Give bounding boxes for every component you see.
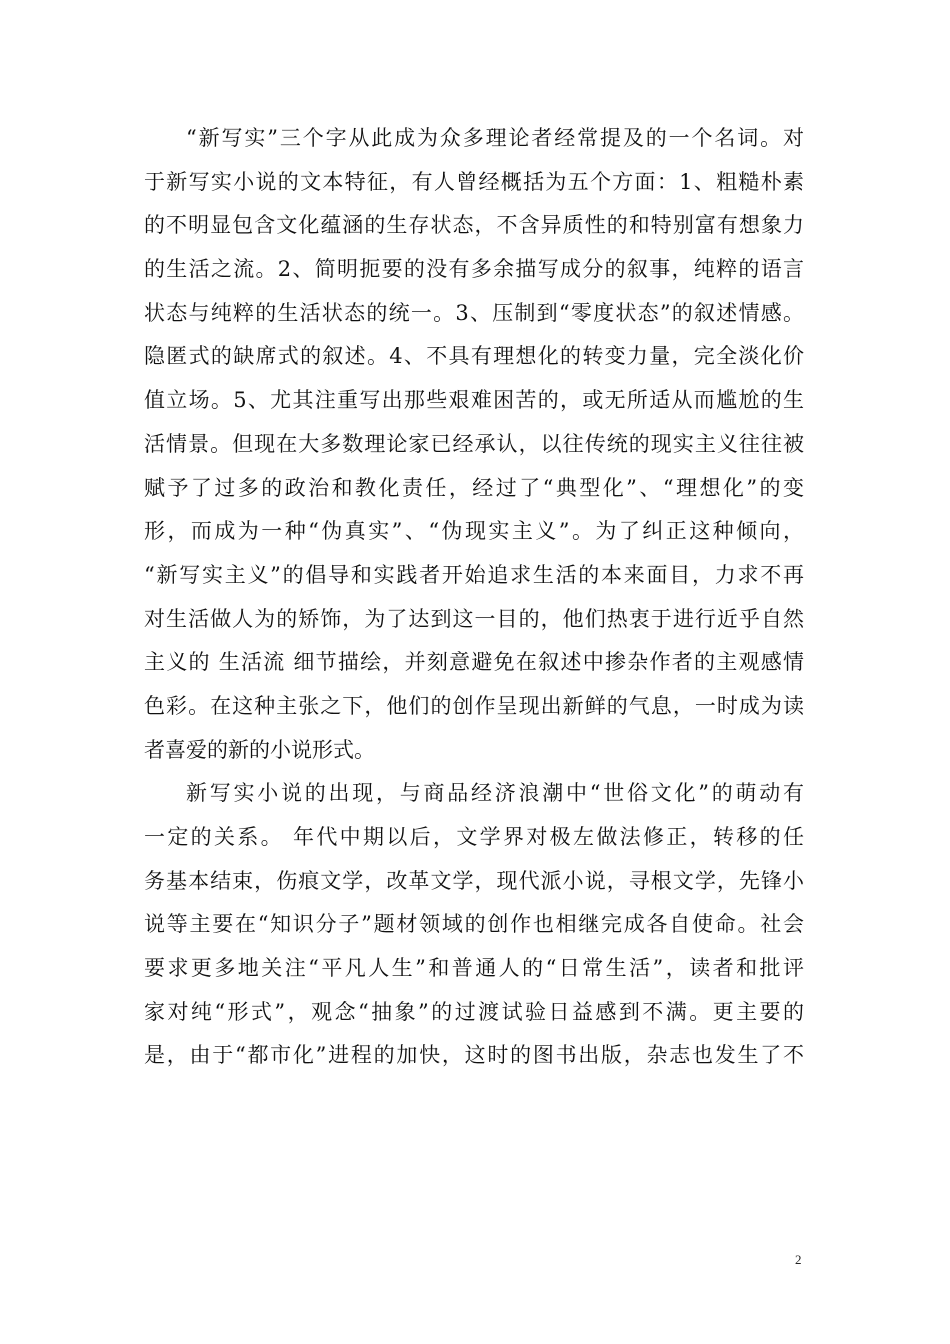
paragraph-2 — [144, 772, 804, 1078]
paragraph-line: 状态与纯粹的生活状态的统一。3、压制到“零度状态”的叙述情感。 — [144, 300, 804, 325]
paragraph-line: 的生活之流。2、简明扼要的没有多余描写成分的叙事，纯粹的语言 — [144, 257, 804, 282]
body-text — [144, 117, 804, 1078]
paragraph-line: “新写实”三个字从此成为众多理论者经常提及的一个名词。对 — [186, 126, 804, 150]
paragraph-line: 要求更多地关注“平凡人生”和普通人的“日常生活”，读者和批评 — [144, 956, 804, 981]
paragraph-line: 务基本结束，伤痕文学，改革文学，现代派小说，寻根文学，先锋小 — [144, 868, 804, 893]
paragraph-line: 赋予了过多的政治和教化责任，经过了“典型化”、“理想化”的变 — [144, 475, 804, 500]
paragraph-line: 说等主要在“知识分子”题材领域的创作也相继完成各自使命。社会 — [144, 912, 804, 937]
paragraph-line: 于新写实小说的文本特征，有人曾经概括为五个方面：1、粗糙朴素 — [144, 169, 804, 194]
paragraph-line: 新写实小说的出现，与商品经济浪潮中“世俗文化”的萌动有 — [186, 781, 804, 806]
paragraph-line: 是，由于“都市化”进程的加快，这时的图书出版，杂志也发生了不 — [144, 1043, 804, 1068]
page-number: 2 — [795, 1252, 802, 1267]
paragraph-line: “新写实主义”的倡导和实践者开始追求生活的本来面目，力求不再 — [144, 562, 804, 587]
paragraph-line: 家对纯“形式”，观念“抽象”的过渡试验日益感到不满。更主要的 — [144, 999, 804, 1024]
paragraph-1 — [144, 117, 804, 772]
paragraph-line: 形，而成为一种“伪真实”、“伪现实主义”。为了纠正这种倾向， — [144, 519, 804, 544]
paragraph-line: 主义的 生活流 细节描绘，并刻意避免在叙述中掺杂作者的主观感情 — [144, 650, 804, 675]
paragraph-line: 值立场。5、尤其注重写出那些艰难困苦的，或无所适从而尴尬的生 — [144, 388, 804, 413]
paragraph-line: 色彩。在这种主张之下，他们的创作呈现出新鲜的气息，一时成为读 — [144, 693, 804, 718]
paragraph-line: 者喜爱的新的小说形式。 — [144, 737, 375, 762]
paragraph-line: 对生活做人为的矫饰，为了达到这一目的，他们热衷于进行近乎自然 — [144, 606, 804, 631]
paragraph-line: 活情景。但现在大多数理论家已经承认，以往传统的现实主义往往被 — [144, 431, 804, 456]
paragraph-line: 的不明显包含文化蕴涵的生存状态，不含异质性的和特别富有想象力 — [144, 213, 804, 238]
paragraph-line: 隐匿式的缺席式的叙述。4、不具有理想化的转变力量，完全淡化价 — [144, 344, 804, 369]
paragraph-line: 一定的关系。 年代中期以后，文学界对极左做法修正，转移的任 — [144, 825, 804, 849]
